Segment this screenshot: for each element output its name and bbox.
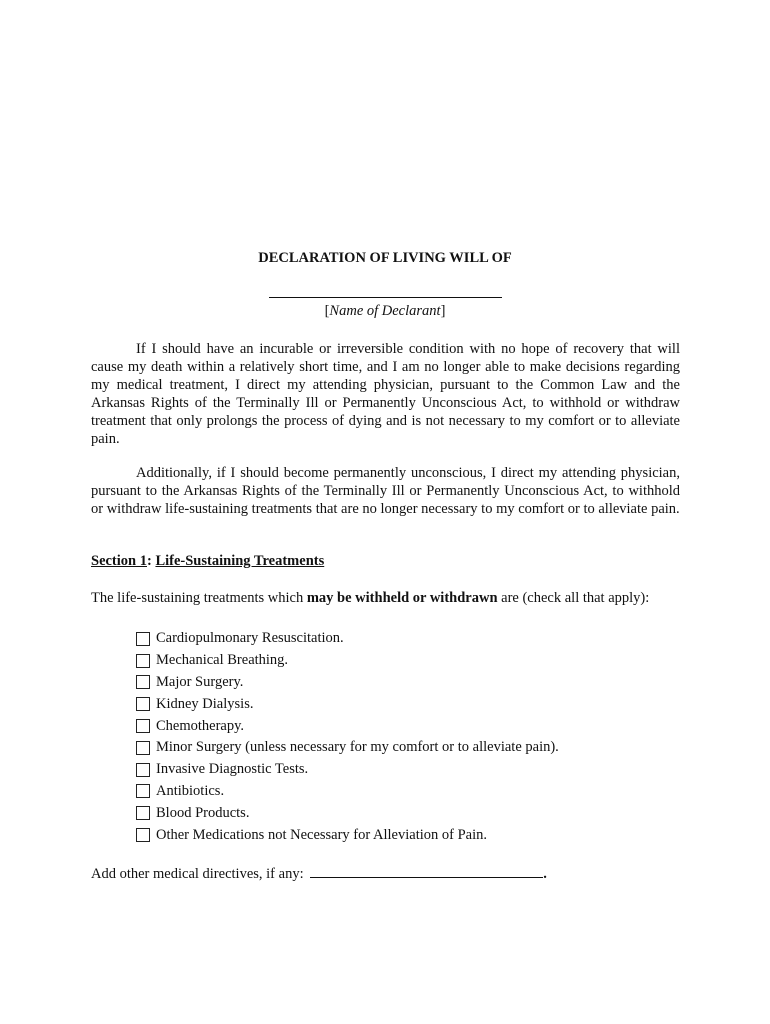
declarant-name-label-text: Name of Declarant (329, 303, 441, 319)
treatment-item[interactable] (136, 759, 559, 781)
treatment-item[interactable] (136, 737, 559, 759)
section-title: Life-Sustaining Treatments (155, 553, 325, 569)
other-directives-label: Add other medical directives, if any: (91, 866, 304, 882)
treatment-item[interactable] (136, 824, 559, 846)
treatment-label: Invasive Diagnostic Tests. (156, 761, 309, 778)
declarant-name-field[interactable] (269, 297, 502, 298)
treatment-label: Major Surgery. (156, 673, 244, 690)
checkbox[interactable] (136, 675, 150, 689)
treatment-item[interactable] (136, 650, 559, 672)
treatment-label: Minor Surgery (unless necessary for my comfort or to alleviate pain). (156, 739, 559, 756)
treatments-instructions (91, 590, 649, 607)
checkbox[interactable] (136, 763, 150, 777)
checkbox[interactable] (136, 828, 150, 842)
lead-after: are (check all that apply): (497, 590, 650, 606)
declarant-name-label: [Name of Declarant] (324, 303, 446, 319)
other-directives-period: . (543, 866, 547, 882)
checkbox[interactable] (136, 719, 150, 733)
treatment-label: Cardiopulmonary Resuscitation. (156, 630, 344, 647)
treatment-label: Other Medications not Necessary for Alleviation of Pain. (156, 826, 488, 843)
treatment-item[interactable] (136, 781, 559, 803)
checkbox[interactable] (136, 697, 150, 711)
section-number: Section 1 (91, 553, 147, 569)
checkbox[interactable] (136, 784, 150, 798)
checkbox[interactable] (136, 632, 150, 646)
treatment-label: Blood Products. (156, 804, 250, 821)
lead-before: The life-sustaining treatments which (91, 590, 307, 606)
checkbox[interactable] (136, 654, 150, 668)
lead-bold: may be withheld or withdrawn (306, 590, 498, 606)
treatment-label: Chemotherapy. (156, 717, 245, 734)
document-title: DECLARATION OF LIVING WILL OF (258, 250, 512, 266)
treatment-label: Mechanical Breathing. (156, 652, 289, 669)
treatment-label: Kidney Dialysis. (156, 695, 254, 712)
section-separator: : (146, 553, 152, 569)
treatment-item[interactable] (136, 672, 559, 694)
treatment-item[interactable] (136, 693, 559, 715)
treatment-item[interactable] (136, 628, 559, 650)
treatment-label: Antibiotics. (156, 782, 225, 799)
checkbox[interactable] (136, 806, 150, 820)
checkbox[interactable] (136, 741, 150, 755)
paragraph-terminal-condition: If I should have an incurable or irreversible condition with no hope of recovery that will cause my death within a relatively short time, and I am no longer able to make decisions regarding my medical treatment, I direct my attending physician, pursuant to the Common Law and the Arkansas Rights of the Terminally Ill or Permanently Unconscious Act, to withhold or withdraw treatment that only prolongs the process of dying and is not necessary to my comfort or to alleviate pain. (91, 341, 680, 447)
treatment-item[interactable] (136, 715, 559, 737)
treatments-checklist (136, 628, 559, 846)
paragraph-permanently-unconscious: Additionally, if I should become permanently unconscious, I direct my attending physician, pursuant to the Arkansas Rights of the Terminally Ill or Permanently Unconscious Act, to withhold or withdraw life-sustaining treatments that are no longer necessary to my comfort or to alleviate pain. (91, 465, 680, 517)
treatment-item[interactable] (136, 802, 559, 824)
section-heading (91, 553, 324, 570)
other-directives (91, 865, 547, 883)
other-directives-field[interactable] (310, 865, 543, 878)
